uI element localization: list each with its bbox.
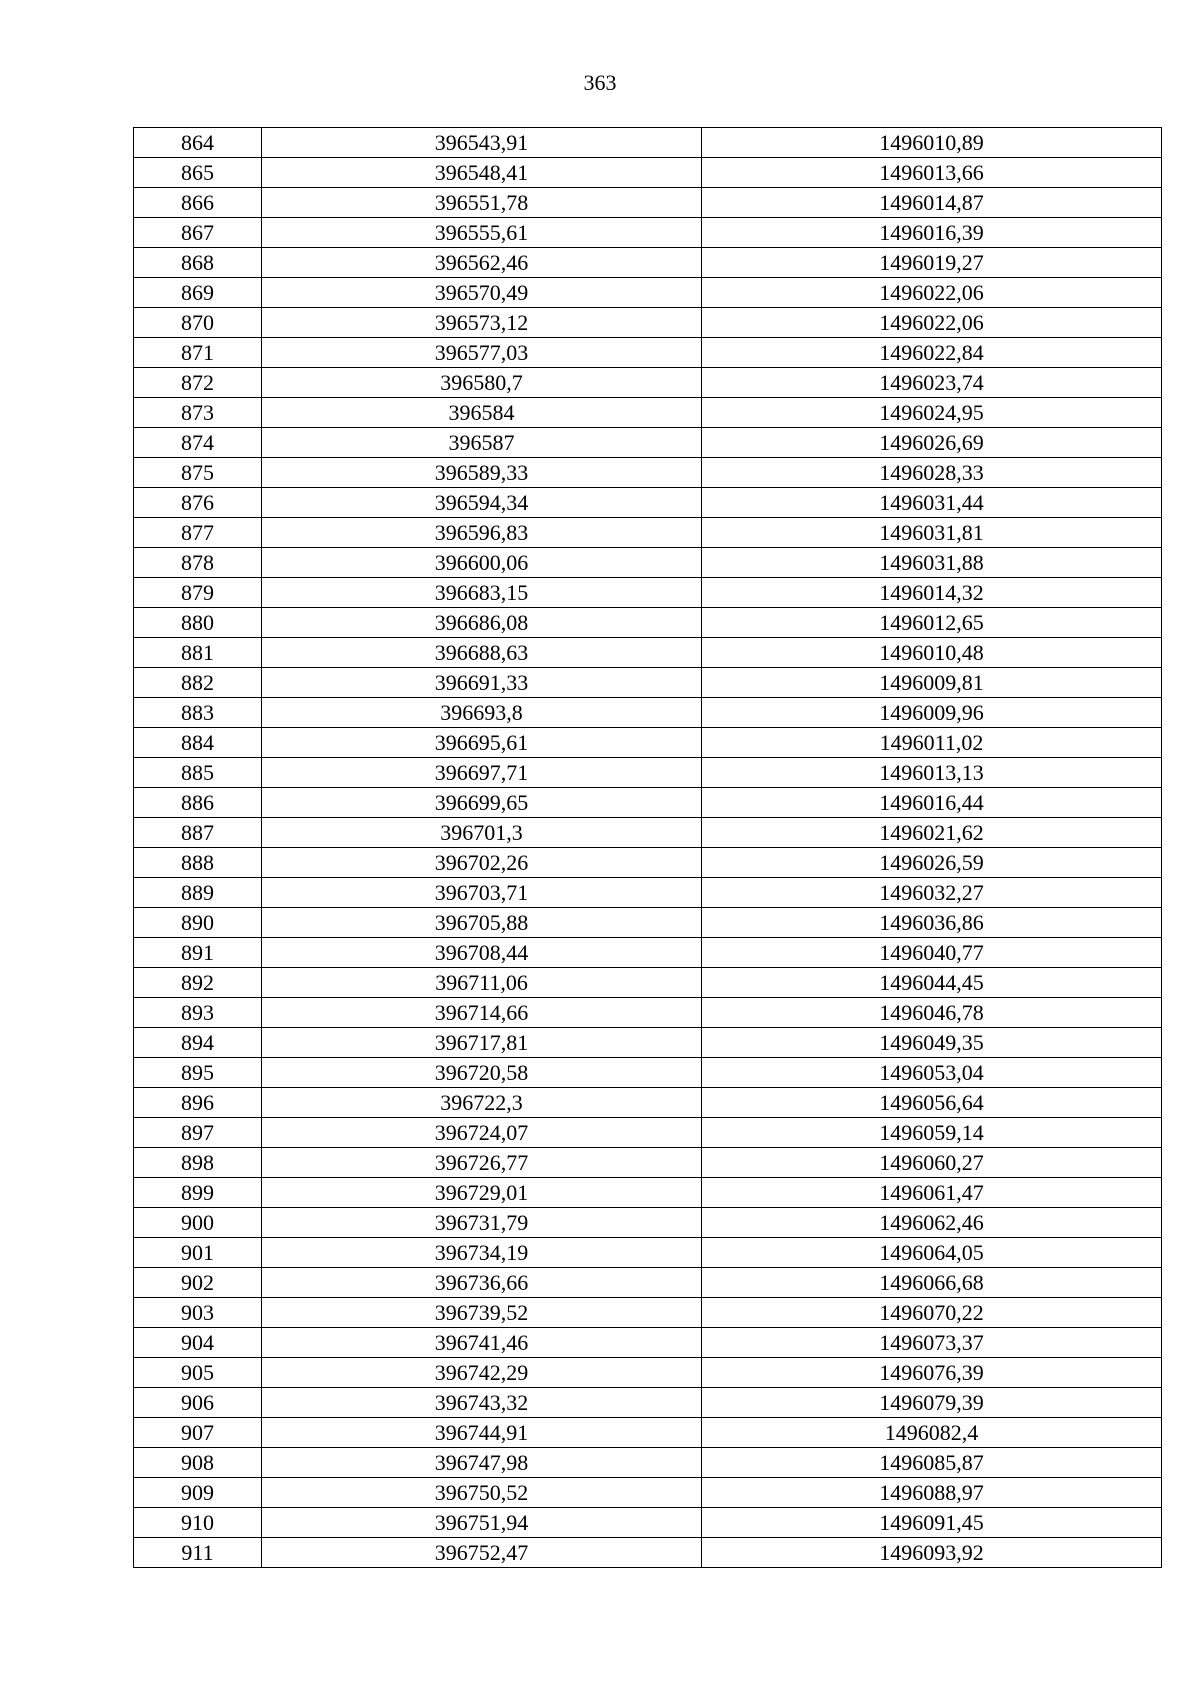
x-coordinate-cell: 396596,83 [262, 518, 702, 548]
table-row [134, 1238, 1162, 1268]
x-coordinate-cell: 396747,98 [262, 1448, 702, 1478]
y-coordinate-cell: 1496022,84 [702, 338, 1162, 368]
y-coordinate-cell: 1496066,68 [702, 1268, 1162, 1298]
point-number-cell: 896 [134, 1088, 262, 1118]
point-number-cell: 908 [134, 1448, 262, 1478]
table-row [134, 458, 1162, 488]
y-coordinate-cell: 1496093,92 [702, 1538, 1162, 1568]
point-number-cell: 875 [134, 458, 262, 488]
point-number-cell: 907 [134, 1418, 262, 1448]
point-number-cell: 872 [134, 368, 262, 398]
x-coordinate-cell: 396739,52 [262, 1298, 702, 1328]
point-number-cell: 911 [134, 1538, 262, 1568]
x-coordinate-cell: 396724,07 [262, 1118, 702, 1148]
x-coordinate-cell: 396729,01 [262, 1178, 702, 1208]
point-number-cell: 885 [134, 758, 262, 788]
y-coordinate-cell: 1496026,59 [702, 848, 1162, 878]
x-coordinate-cell: 396720,58 [262, 1058, 702, 1088]
x-coordinate-cell: 396741,46 [262, 1328, 702, 1358]
point-number-cell: 864 [134, 128, 262, 158]
point-number-cell: 866 [134, 188, 262, 218]
point-number-cell: 881 [134, 638, 262, 668]
point-number-cell: 910 [134, 1508, 262, 1538]
x-coordinate-cell: 396705,88 [262, 908, 702, 938]
table-row [134, 788, 1162, 818]
y-coordinate-cell: 1496013,13 [702, 758, 1162, 788]
x-coordinate-cell: 396691,33 [262, 668, 702, 698]
y-coordinate-cell: 1496060,27 [702, 1148, 1162, 1178]
coordinates-table [133, 127, 1162, 1568]
table-row [134, 398, 1162, 428]
table-row [134, 638, 1162, 668]
point-number-cell: 867 [134, 218, 262, 248]
y-coordinate-cell: 1496031,44 [702, 488, 1162, 518]
point-number-cell: 888 [134, 848, 262, 878]
x-coordinate-cell: 396573,12 [262, 308, 702, 338]
table-row [134, 248, 1162, 278]
table-row [134, 1508, 1162, 1538]
table-row [134, 968, 1162, 998]
x-coordinate-cell: 396722,3 [262, 1088, 702, 1118]
x-coordinate-cell: 396736,66 [262, 1268, 702, 1298]
y-coordinate-cell: 1496056,64 [702, 1088, 1162, 1118]
y-coordinate-cell: 1496016,39 [702, 218, 1162, 248]
point-number-cell: 891 [134, 938, 262, 968]
y-coordinate-cell: 1496032,27 [702, 878, 1162, 908]
y-coordinate-cell: 1496062,46 [702, 1208, 1162, 1238]
x-coordinate-cell: 396589,33 [262, 458, 702, 488]
point-number-cell: 894 [134, 1028, 262, 1058]
y-coordinate-cell: 1496016,44 [702, 788, 1162, 818]
y-coordinate-cell: 1496053,04 [702, 1058, 1162, 1088]
x-coordinate-cell: 396734,19 [262, 1238, 702, 1268]
table-row [134, 1148, 1162, 1178]
table-row [134, 998, 1162, 1028]
table-row [134, 338, 1162, 368]
x-coordinate-cell: 396731,79 [262, 1208, 702, 1238]
y-coordinate-cell: 1496022,06 [702, 308, 1162, 338]
x-coordinate-cell: 396742,29 [262, 1358, 702, 1388]
x-coordinate-cell: 396743,32 [262, 1388, 702, 1418]
x-coordinate-cell: 396750,52 [262, 1478, 702, 1508]
y-coordinate-cell: 1496073,37 [702, 1328, 1162, 1358]
table-row [134, 1388, 1162, 1418]
table-row [134, 158, 1162, 188]
x-coordinate-cell: 396695,61 [262, 728, 702, 758]
x-coordinate-cell: 396683,15 [262, 578, 702, 608]
x-coordinate-cell: 396580,7 [262, 368, 702, 398]
point-number-cell: 889 [134, 878, 262, 908]
x-coordinate-cell: 396686,08 [262, 608, 702, 638]
x-coordinate-cell: 396562,46 [262, 248, 702, 278]
table-row [134, 758, 1162, 788]
y-coordinate-cell: 1496022,06 [702, 278, 1162, 308]
table-row [134, 308, 1162, 338]
point-number-cell: 878 [134, 548, 262, 578]
point-number-cell: 902 [134, 1268, 262, 1298]
table-row [134, 218, 1162, 248]
point-number-cell: 890 [134, 908, 262, 938]
x-coordinate-cell: 396543,91 [262, 128, 702, 158]
x-coordinate-cell: 396570,49 [262, 278, 702, 308]
point-number-cell: 873 [134, 398, 262, 428]
x-coordinate-cell: 396555,61 [262, 218, 702, 248]
y-coordinate-cell: 1496070,22 [702, 1298, 1162, 1328]
point-number-cell: 905 [134, 1358, 262, 1388]
y-coordinate-cell: 1496024,95 [702, 398, 1162, 428]
table-row [134, 278, 1162, 308]
table-row [134, 908, 1162, 938]
y-coordinate-cell: 1496031,81 [702, 518, 1162, 548]
point-number-cell: 883 [134, 698, 262, 728]
y-coordinate-cell: 1496088,97 [702, 1478, 1162, 1508]
y-coordinate-cell: 1496044,45 [702, 968, 1162, 998]
x-coordinate-cell: 396699,65 [262, 788, 702, 818]
x-coordinate-cell: 396714,66 [262, 998, 702, 1028]
y-coordinate-cell: 1496012,65 [702, 608, 1162, 638]
x-coordinate-cell: 396751,94 [262, 1508, 702, 1538]
table-row [134, 548, 1162, 578]
y-coordinate-cell: 1496031,88 [702, 548, 1162, 578]
x-coordinate-cell: 396551,78 [262, 188, 702, 218]
x-coordinate-cell: 396708,44 [262, 938, 702, 968]
point-number-cell: 880 [134, 608, 262, 638]
y-coordinate-cell: 1496076,39 [702, 1358, 1162, 1388]
y-coordinate-cell: 1496010,48 [702, 638, 1162, 668]
point-number-cell: 870 [134, 308, 262, 338]
x-coordinate-cell: 396587 [262, 428, 702, 458]
table-row [134, 1418, 1162, 1448]
x-coordinate-cell: 396711,06 [262, 968, 702, 998]
point-number-cell: 899 [134, 1178, 262, 1208]
point-number-cell: 892 [134, 968, 262, 998]
point-number-cell: 895 [134, 1058, 262, 1088]
point-number-cell: 903 [134, 1298, 262, 1328]
point-number-cell: 871 [134, 338, 262, 368]
y-coordinate-cell: 1496079,39 [702, 1388, 1162, 1418]
page-number: 363 [583, 70, 617, 95]
table-row [134, 578, 1162, 608]
y-coordinate-cell: 1496082,4 [702, 1418, 1162, 1448]
x-coordinate-cell: 396577,03 [262, 338, 702, 368]
table-row [134, 1478, 1162, 1508]
table-row [134, 488, 1162, 518]
y-coordinate-cell: 1496021,62 [702, 818, 1162, 848]
x-coordinate-cell: 396688,63 [262, 638, 702, 668]
x-coordinate-cell: 396726,77 [262, 1148, 702, 1178]
y-coordinate-cell: 1496040,77 [702, 938, 1162, 968]
x-coordinate-cell: 396702,26 [262, 848, 702, 878]
table-row [134, 188, 1162, 218]
table-row [134, 1328, 1162, 1358]
point-number-cell: 887 [134, 818, 262, 848]
coordinates-table-body [134, 128, 1162, 1568]
point-number-cell: 865 [134, 158, 262, 188]
point-number-cell: 898 [134, 1148, 262, 1178]
table-row [134, 1118, 1162, 1148]
y-coordinate-cell: 1496011,02 [702, 728, 1162, 758]
table-row [134, 728, 1162, 758]
y-coordinate-cell: 1496091,45 [702, 1508, 1162, 1538]
x-coordinate-cell: 396693,8 [262, 698, 702, 728]
x-coordinate-cell: 396594,34 [262, 488, 702, 518]
x-coordinate-cell: 396584 [262, 398, 702, 428]
y-coordinate-cell: 1496061,47 [702, 1178, 1162, 1208]
point-number-cell: 886 [134, 788, 262, 818]
y-coordinate-cell: 1496014,32 [702, 578, 1162, 608]
point-number-cell: 909 [134, 1478, 262, 1508]
x-coordinate-cell: 396752,47 [262, 1538, 702, 1568]
y-coordinate-cell: 1496036,86 [702, 908, 1162, 938]
y-coordinate-cell: 1496085,87 [702, 1448, 1162, 1478]
y-coordinate-cell: 1496028,33 [702, 458, 1162, 488]
point-number-cell: 900 [134, 1208, 262, 1238]
table-row [134, 1088, 1162, 1118]
table-row [134, 1178, 1162, 1208]
x-coordinate-cell: 396701,3 [262, 818, 702, 848]
y-coordinate-cell: 1496049,35 [702, 1028, 1162, 1058]
point-number-cell: 869 [134, 278, 262, 308]
point-number-cell: 868 [134, 248, 262, 278]
table-row [134, 698, 1162, 728]
table-row [134, 428, 1162, 458]
y-coordinate-cell: 1496010,89 [702, 128, 1162, 158]
y-coordinate-cell: 1496059,14 [702, 1118, 1162, 1148]
y-coordinate-cell: 1496009,96 [702, 698, 1162, 728]
x-coordinate-cell: 396744,91 [262, 1418, 702, 1448]
x-coordinate-cell: 396548,41 [262, 158, 702, 188]
table-row [134, 128, 1162, 158]
point-number-cell: 884 [134, 728, 262, 758]
x-coordinate-cell: 396600,06 [262, 548, 702, 578]
point-number-cell: 876 [134, 488, 262, 518]
y-coordinate-cell: 1496064,05 [702, 1238, 1162, 1268]
table-row [134, 848, 1162, 878]
y-coordinate-cell: 1496014,87 [702, 188, 1162, 218]
y-coordinate-cell: 1496009,81 [702, 668, 1162, 698]
table-row [134, 1358, 1162, 1388]
point-number-cell: 882 [134, 668, 262, 698]
table-row [134, 1058, 1162, 1088]
x-coordinate-cell: 396697,71 [262, 758, 702, 788]
table-row [134, 1208, 1162, 1238]
table-row [134, 1028, 1162, 1058]
point-number-cell: 893 [134, 998, 262, 1028]
table-row [134, 1268, 1162, 1298]
y-coordinate-cell: 1496019,27 [702, 248, 1162, 278]
y-coordinate-cell: 1496026,69 [702, 428, 1162, 458]
table-row [134, 608, 1162, 638]
table-row [134, 1448, 1162, 1478]
y-coordinate-cell: 1496023,74 [702, 368, 1162, 398]
point-number-cell: 897 [134, 1118, 262, 1148]
point-number-cell: 904 [134, 1328, 262, 1358]
x-coordinate-cell: 396717,81 [262, 1028, 702, 1058]
table-row [134, 938, 1162, 968]
point-number-cell: 877 [134, 518, 262, 548]
table-row [134, 1298, 1162, 1328]
point-number-cell: 879 [134, 578, 262, 608]
y-coordinate-cell: 1496046,78 [702, 998, 1162, 1028]
table-row [134, 878, 1162, 908]
x-coordinate-cell: 396703,71 [262, 878, 702, 908]
table-row [134, 818, 1162, 848]
table-row [134, 518, 1162, 548]
y-coordinate-cell: 1496013,66 [702, 158, 1162, 188]
table-row [134, 1538, 1162, 1568]
table-row [134, 668, 1162, 698]
table-row [134, 368, 1162, 398]
point-number-cell: 901 [134, 1238, 262, 1268]
point-number-cell: 906 [134, 1388, 262, 1418]
point-number-cell: 874 [134, 428, 262, 458]
